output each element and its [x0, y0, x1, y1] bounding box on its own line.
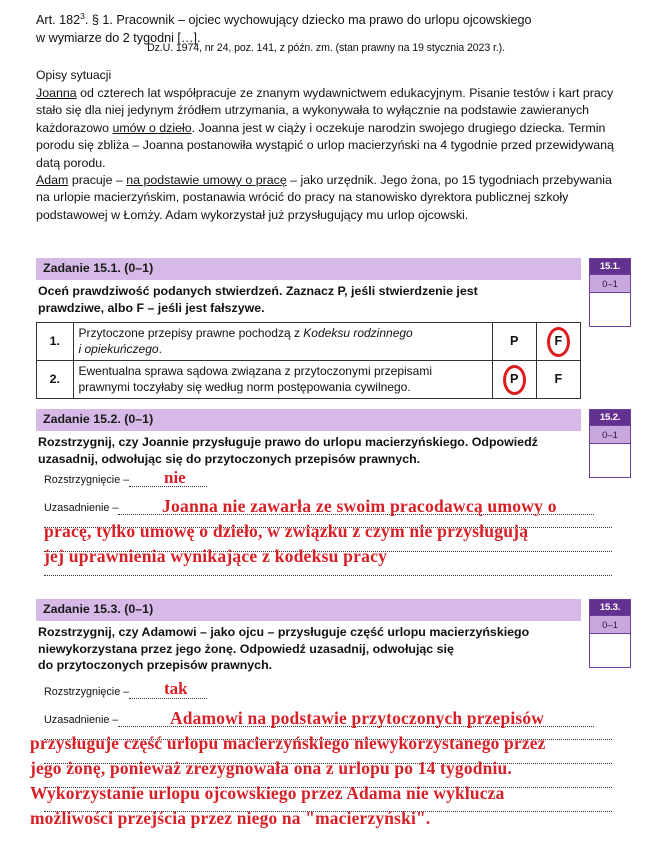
task-15-1-instruction-line2: prawdziwe, albo F – jeśli jest fałszywe.: [38, 300, 265, 315]
task-15-2-instruction-line2: uzasadnij, odwołując się do przytoczonych przepisów prawnych.: [38, 451, 421, 466]
task-15-3-answer-line-1: Adamowi na podstawie przytoczonych przepisów: [170, 708, 544, 728]
scorebox-15-1: [589, 258, 631, 327]
task-15-3-header: Zadanie 15.3. (0–1): [36, 599, 581, 621]
joanna-line2: testów i kart pracy stało się dla niej jedynym źródłem utrzymania, a wykonywała to wyłącznie: [36, 86, 614, 118]
scorebox-15-3-number: 15.3.: [590, 600, 630, 615]
adam-contract-phrase: na podstawie umowy o pracę: [126, 173, 287, 188]
scorebox-15-1-range: 0–1: [590, 274, 630, 293]
task-15-1: [36, 258, 581, 316]
table-row: [37, 361, 581, 399]
joanna-line1: od czterech lat współpracuje ze znanym wydawnictwem edukacyjnym. Pisanie: [76, 86, 510, 100]
task-15-1-instruction-line1: Oceń prawdziwość podanych stwierdzeń. Zaznacz P, jeśli stwierdzenie jest: [38, 284, 478, 298]
situations-heading: Opisy sytuacji: [36, 68, 112, 82]
task-15-2-instruction-line1: Rozstrzygnij, czy Joannie przysługuje prawo do urlopu macierzyńskiego. Odpowiedź: [38, 435, 538, 449]
scorebox-15-2-range: 0–1: [590, 425, 630, 444]
task-15-3-answer-line-4: Wykorzystanie urlopu ojcowskiego przez Adama nie wyklucza: [30, 783, 505, 803]
adam-line1-post: – jako urzędnik. Jego żona, po 15 tygodniach: [286, 173, 539, 188]
task-15-1-instruction: [36, 280, 581, 316]
row-1-statement-italic: Kodeksu rodzinnego: [303, 326, 413, 340]
scorebox-15-3-value[interactable]: [590, 634, 630, 667]
adam-line3: publicznej szkoły podstawowej w Łomży. Adam wykorzystał już przysługujący mu urlop: [36, 190, 569, 222]
adam-line2: przebywania na urlopie macierzyńskim, postanawia wrócić do pracy na stanowisko dyrektora: [36, 173, 612, 205]
situation-descriptions: [36, 85, 621, 224]
task-15-3-justification-answer: [30, 706, 630, 831]
legal-quote-superscript: 3: [80, 11, 85, 21]
task-15-2-justification-answer: [44, 494, 644, 569]
story-joanna: [36, 85, 621, 172]
task-15-2-answer-line-2: pracę, tylko umowę o dzieło, w związku z czym nie przysługują: [44, 521, 529, 541]
task-15-2-instruction: [36, 431, 581, 467]
row-1-statement: [73, 323, 492, 361]
adam-line4: ojcowski.: [417, 207, 469, 222]
legal-source-citation: Dz.U. 1974, nr 24, poz. 141, z późn. zm. (stan prawny na 19 stycznia 2023 r.).: [147, 42, 505, 54]
task-15-3-justification-label: Uzasadnienie –: [44, 714, 119, 726]
row-1-index: 1.: [37, 323, 74, 361]
task-15-3-instruction-line1: Rozstrzygnij, czy Adamowi – jako ojcu – przysługuje część urlopu macierzyńskiego: [38, 625, 530, 639]
task-15-3-instruction-line2: niewykorzystana przez jego żonę. Odpowiedź uzasadnij, odwołując się: [38, 641, 454, 656]
joanna-line4: narodzin swojego drugiego dziecka. Termin porodu się zbliża – Joanna postanowiła wystąpić: [36, 120, 606, 153]
joanna-line5: o urlop macierzyński na 4 tygodnie przed przewidywaną datą porodu.: [36, 138, 614, 170]
task-15-2-answer-line-3: jej uprawnienia wynikające z kodeksu pracy: [44, 546, 388, 566]
task-15-2: [36, 409, 581, 467]
task-15-3-decision-answer: tak: [164, 679, 188, 698]
scorebox-15-1-value[interactable]: [590, 293, 630, 326]
row-2-statement-line1: Ewentualna sprawa sądowa związana z przytoczonymi przepisami: [78, 364, 432, 378]
row-1-option-p[interactable]: P: [492, 323, 536, 361]
row-2-option-f[interactable]: F: [536, 361, 580, 399]
row-1-statement-post: .: [158, 341, 162, 356]
joanna-contract-phrase: umów o dzieło: [112, 120, 192, 135]
task-15-2-header: Zadanie 15.2. (0–1): [36, 409, 581, 431]
adam-name: Adam: [36, 173, 69, 188]
row-1-statement-italic2: i opiekuńczego: [78, 341, 159, 356]
task-15-2-decision-label: Rozstrzygnięcie –: [44, 474, 130, 486]
scorebox-15-3-range: 0–1: [590, 615, 630, 634]
task-15-3: [36, 599, 581, 674]
task-15-3-instruction-line3: do przytoczonych przepisów prawnych.: [38, 658, 273, 673]
scorebox-15-1-number: 15.1.: [590, 259, 630, 274]
task-15-3-answer-line-2: przysługuje część urlopu macierzyńskiego niewykorzystanego przez: [30, 733, 546, 753]
task-15-2-dotline-4: [44, 575, 612, 576]
scorebox-15-2-number: 15.2.: [590, 410, 630, 425]
legal-quote-line2: w wymiarze do 2 tygodni […].: [36, 30, 201, 45]
task-15-3-answer-line-3: jego żonę, ponieważ zrezygnowała ona z urlopu po 14 tygodniu.: [30, 758, 512, 778]
scorebox-15-2: [589, 409, 631, 478]
task-15-1-header: Zadanie 15.1. (0–1): [36, 258, 581, 280]
task-15-2-decision-answer: nie: [164, 468, 186, 487]
row-2-option-p[interactable]: P: [492, 361, 536, 399]
legal-quote-article: Art. 182: [36, 13, 81, 28]
true-false-table: [36, 322, 581, 399]
task-15-2-decision-row: [44, 472, 614, 487]
story-adam: [36, 172, 621, 224]
task-15-3-decision-row: [44, 684, 614, 699]
joanna-name: Joanna: [36, 86, 77, 100]
row-1-statement-pre: Przytoczone przepisy prawne pochodzą z: [78, 326, 304, 340]
task-15-3-answer-line-5: możliwości przejścia przez niego na "macierzyński".: [30, 808, 431, 828]
adam-line1-mid: pracuje –: [68, 173, 127, 188]
row-2-index: 2.: [37, 361, 74, 399]
task-15-3-decision-label: Rozstrzygnięcie –: [44, 686, 130, 698]
legal-quote-rest: . § 1. Pracownik – ojciec wychowujący dziecko ma prawo do urlopu ojcowskiego: [84, 13, 532, 28]
joanna-line3-pre: na podstawie zawieranych każdorazowo: [36, 103, 590, 135]
row-2-statement: [73, 361, 492, 399]
row-1-option-f[interactable]: F: [536, 323, 580, 361]
joanna-line3-post: . Joanna jest w ciąży i oczekuje: [191, 120, 365, 135]
row-2-statement-line2: prawnymi toczyłaby się według norm postępowania cywilnego.: [78, 379, 411, 394]
task-15-2-justification-label: Uzasadnienie –: [44, 502, 119, 514]
task-15-2-answer-line-1: Joanna nie zawarła ze swoim pracodawcą umowy o: [162, 496, 557, 516]
scorebox-15-3: [589, 599, 631, 668]
task-15-3-instruction: [36, 621, 581, 674]
table-row: [37, 323, 581, 361]
